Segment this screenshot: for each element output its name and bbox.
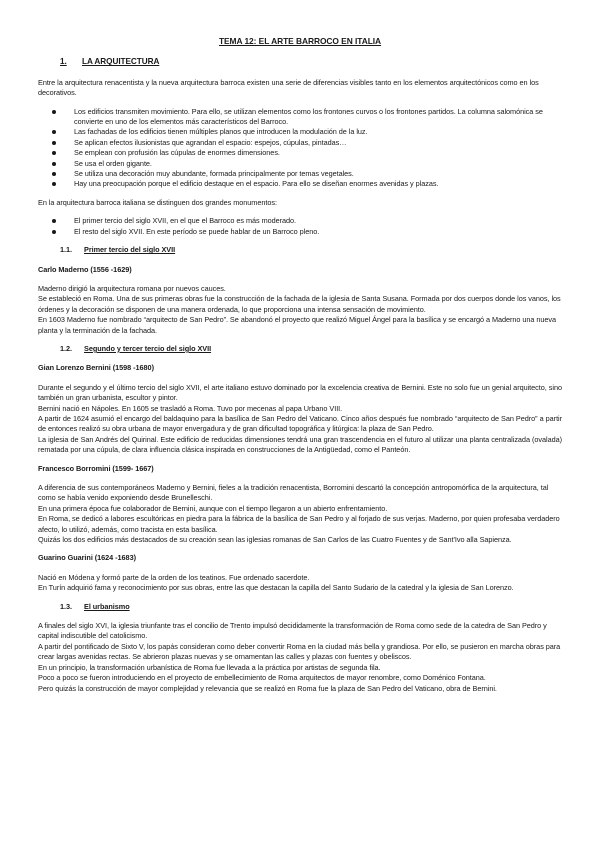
subsection-number: 1.1.	[60, 245, 72, 255]
paragraph: En Turín adquirió fama y reconocimiento por sus obras, entre las que destacan la capilla del Santo Sudario de la catedral y la iglesia de San Lorenzo.	[38, 583, 514, 593]
bullet-icon	[52, 151, 56, 155]
subsection-title: Primer tercio del siglo XVII	[84, 245, 176, 255]
bullet-icon	[52, 162, 56, 166]
list-item: El resto del siglo XVII. En este período se puede hablar de un Barroco pleno.	[38, 227, 562, 237]
paragraph: Pero quizás la construcción de mayor complejidad y relevancia que se realizó en Roma fue la plaza de San Pedro del Vaticano, obra de Bernini.	[38, 683, 497, 693]
intro-paragraph: Entre la arquitectura renacentista y la nueva arquitectura barroca existen una serie de diferencias visibles tanto en los elementos arquitectónicos como en los decorativos.	[38, 77, 539, 98]
paragraph: Bernini nació en Nápoles. En 1605 se trasladó a Roma. Tuvo por mecenas al papa Urbano VIII.	[38, 403, 343, 413]
intro-paragraph-2: En la arquitectura barroca italiana se distinguen dos grandes monumentos:	[38, 197, 277, 207]
paragraph: Nació en Módena y formó parte de la orden de los teatinos. Fue ordenado sacerdote.	[38, 572, 310, 582]
subsection-number: 1.2.	[60, 343, 72, 353]
list-item: Los edificios transmiten movimiento. Para ello, se utilizan elementos como los frontones curvos o los frontones partidos. La columna salomónica se convierte en uno de los elementos más característicos del Barroco.	[38, 107, 562, 128]
paragraph: Se estableció en Roma. Una de sus primeras obras fue la construcción de la fachada de la iglesia de Santa Susana. Formada por dos cuerpos donde los vanos, los órdenes y la decoración se disponen de una manera ordenada, lo que proporciona una intensa sensación de movimiento.	[38, 294, 561, 314]
paragraph: En 1603 Maderno fue nombrado “arquitecto de San Pedro”. Se abandonó el proyecto que realizó Miguel Ángel para la basílica y se encargó a Maderno una nueva planta y la terminación de la fachada.	[38, 315, 557, 335]
paragraph: En Roma, se dedicó a labores escultóricas en piedra para la fábrica de la basílica de San Pedro y al forjado de sus verjas. Maderno, por quien profesaba verdadero afecto, lo utilizó, además, como tracista en esta basílica.	[38, 514, 560, 534]
bullet-icon	[52, 172, 56, 176]
subsection-heading-1-1	[60, 245, 562, 255]
paragraph: A partir del pontificado de Sixto V, los papás consideran como deber convertir Roma en la ciudad más bella y grandiosa. Por ello, se pusieron en marcha obras para crear largas avenidas rectas. Se abrieron plazas nuevas y se ornamentan las calles y plazas con fuentes y obeliscos.	[38, 641, 561, 662]
paragraph: En un principio, la transformación urbanística de Roma fue llevada a la práctica por artistas de segunda fila.	[38, 662, 381, 672]
paragraph: Maderno dirigió la arquitectura romana por nuevos cauces.	[38, 283, 226, 293]
paragraph: A partir de 1624 asumió el encargo del baldaquino para la basílica de San Pedro del Vaticano. Cinco años después fue nombrado “arquitecto de San Pedro” a partir de entonces realizó su obra urbana de mayor envergadura y de gran dificultad topográfica y litúrgica: la plaza de San Pedro.	[38, 413, 562, 434]
bullet-icon	[52, 141, 56, 145]
list-item: Las fachadas de los edificios tienen múltiples planos que introducen la modulación de la luz.	[38, 127, 562, 137]
document-title: TEMA 12: EL ARTE BARROCO EN ITALIA	[218, 36, 382, 46]
paragraph: Quizás los dos edificios más destacados de su creación sean las iglesias romanas de San Carlos de las Cuatro Fuentes y de Sant'Ivo alla Sapienza.	[38, 535, 512, 545]
urbanismo-text	[38, 621, 562, 694]
paragraph: La iglesia de San Andrés del Quirinal. Este edificio de reducidas dimensiones tendrá una gran trascendencia en el futuro al utilizar una planta centralizada (ovalada) rematada por una cúpula, de clara influencia clásica inspirada en construcciones de la Antigüedad, como el Panteón.	[38, 434, 562, 455]
differences-list	[38, 107, 562, 190]
bullet-icon	[52, 110, 56, 114]
list-item: Se aplican efectos ilusionistas que agrandan el espacio: espejos, cúpulas, pintadas…	[38, 138, 562, 148]
author-heading-maderno: Carlo Maderno (1556 -1629)	[38, 264, 132, 274]
author-heading-guarini: Guarino Guarini (1624 -1683)	[38, 553, 136, 563]
bullet-icon	[52, 130, 56, 134]
bullet-icon	[52, 219, 56, 223]
borromini-text	[38, 483, 562, 545]
subsection-title: Segundo y tercer tercio del siglo XVII	[84, 343, 212, 353]
paragraph: A diferencia de sus contemporáneos Maderno y Bernini, fieles a la tradición renacentista, Borromini descartó la concepción antropomórfica de la arquitectura, tal como se había venido exponiendo desde Brunelleschi.	[38, 483, 549, 503]
bullet-icon	[52, 230, 56, 234]
list-item: El primer tercio del siglo XVII, en el que el Barroco es más moderado.	[38, 216, 562, 226]
paragraph: Durante el segundo y el último tercio del siglo XVII, el arte italiano estuvo dominado por la excelencia creativa de Bernini. Este no solo fue un genial arquitecto, sino también un gran urbanista, escultor y pintor.	[38, 382, 562, 403]
guarini-text	[38, 573, 562, 594]
subsection-number: 1.3.	[60, 601, 72, 611]
subsection-heading-1-3	[60, 602, 562, 612]
list-item: Se emplean con profusión las cúpulas de enormes dimensiones.	[38, 148, 562, 158]
list-item: Se usa el orden gigante.	[38, 159, 562, 169]
list-item: Hay una preocupación porque el edificio destaque en el espacio. Para ello se diseñan enormes avenidas y plazas.	[38, 179, 562, 189]
maderno-text	[38, 284, 562, 336]
author-heading-borromini: Francesco Borromini (1599- 1667)	[38, 463, 154, 473]
subsection-heading-1-2	[60, 344, 562, 354]
list-item: Se utiliza una decoración muy abundante, formada principalmente por temas vegetales.	[38, 169, 562, 179]
paragraph: A finales del siglo XVI, la iglesia triunfante tras el concilio de Trento impulsó decididamente la transformación de Roma como sede de la catedra de San Pedro y capital indiscutible del catolicismo.	[38, 621, 547, 641]
section-title: LA ARQUITECTURA	[82, 57, 160, 67]
bullet-icon	[52, 182, 56, 186]
section-number: 1.	[60, 57, 67, 67]
periods-list	[38, 216, 562, 237]
author-heading-bernini: Gian Lorenzo Bernini (1598 -1680)	[38, 363, 154, 373]
paragraph: En una primera época fue colaborador de Bernini, aunque con el tiempo llegaron a un abierto enfrentamiento.	[38, 503, 388, 513]
subsection-title: El urbanismo	[84, 601, 130, 611]
section-heading-arquitectura	[60, 57, 562, 67]
bernini-text	[38, 383, 562, 456]
paragraph: Poco a poco se fueron introduciendo en el proyecto de embellecimiento de Roma arquitectos de mayor renombre, como Doménico Fontana.	[38, 673, 486, 683]
